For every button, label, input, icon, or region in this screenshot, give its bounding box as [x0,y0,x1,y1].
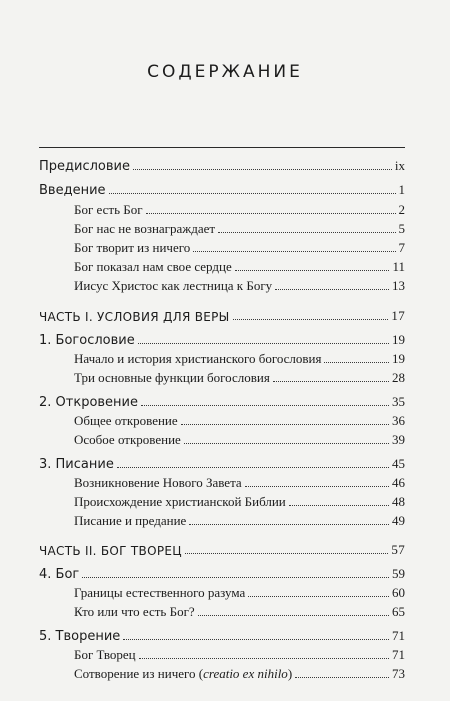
entry-label: ЧАСТЬ II. БОГ ТВОРЕЦ [39,544,182,558]
page-number: 7 [398,240,405,255]
leader-dots [141,404,389,406]
toc-chapter-2[interactable] [39,390,405,410]
page-title: СОДЕРЖАНИЕ [147,62,303,82]
toc-subentry[interactable] [74,600,405,620]
page-number: 45 [392,456,405,471]
toc-subentry[interactable] [74,366,405,386]
page-number: ix [394,158,405,173]
leader-dots [248,595,389,597]
leader-dots [109,192,396,194]
entry-label: Бог Творец [74,647,136,662]
toc-chapter-1[interactable] [39,328,405,348]
entry-label: Границы естественного разума [74,585,246,600]
page-number: 65 [392,604,405,619]
toc-subentry[interactable] [74,490,405,510]
toc-entry-preface[interactable] [39,154,405,174]
toc-subentry[interactable] [74,643,405,663]
leader-dots [82,576,389,578]
toc-subentry[interactable] [74,274,405,294]
entry-label: Иисус Христос как лестница к Богу [74,278,273,293]
leader-dots [123,638,389,640]
page-number: 59 [392,566,405,581]
leader-dots [181,423,389,425]
toc-subentry[interactable] [74,347,405,367]
leader-dots [198,614,389,616]
toc-chapter-4[interactable] [39,562,405,582]
leader-dots [184,442,389,444]
page-number: 73 [392,666,405,681]
leader-dots [139,657,389,659]
label-italic: creatio ex nihilo [203,666,288,681]
page-number: 46 [392,475,405,490]
page-number: 71 [392,647,405,662]
leader-dots [289,504,389,506]
entry-label: Три основные функции богословия [74,370,270,385]
entry-label: Кто или что есть Бог? [74,604,195,619]
entry-label [74,666,292,682]
divider [39,147,405,148]
entry-label: Возникновение Нового Завета [74,475,242,490]
entry-label: 2. Откровение [39,395,139,410]
entry-label: Бог есть Бог [74,202,143,217]
toc-subentry[interactable] [74,255,405,275]
entry-label: Начало и история христианского богословия [74,351,322,366]
entry-label: Общее откровение [74,413,178,428]
page-number: 49 [392,513,405,528]
toc-subentry[interactable] [74,509,405,529]
entry-label: Предисловие [39,159,130,174]
toc-subentry[interactable] [74,662,405,682]
page-number: 60 [392,585,405,600]
leader-dots [117,466,389,468]
toc-subentry[interactable] [74,471,405,491]
page-number: 5 [398,221,405,236]
page-number: 17 [391,308,405,323]
page-number: 11 [392,259,405,274]
page-number: 57 [391,542,405,557]
label-prefix: Сотворение из ничего ( [74,666,204,681]
leader-dots [245,485,389,487]
toc-subentry[interactable] [74,581,405,601]
entry-label: Особое откровение [74,432,181,447]
page-number: 36 [392,413,405,428]
entry-label: Бог нас не вознаграждает [74,221,216,236]
leader-dots [189,523,389,525]
page-number: 35 [392,394,405,409]
page-number: 39 [392,432,405,447]
leader-dots [235,269,390,271]
toc-part-1[interactable] [39,304,405,324]
leader-dots [133,168,392,170]
entry-label: 1. Богословие [39,333,135,348]
leader-dots [324,361,389,363]
entry-label: 3. Писание [39,457,114,472]
leader-dots [233,318,389,320]
entry-label: 5. Творение [39,629,121,644]
entry-label: ЧАСТЬ I. УСЛОВИЯ ДЛЯ ВЕРЫ [39,310,230,324]
entry-label: Писание и предание [74,513,187,528]
page-number: 1 [398,182,405,197]
toc-subentry[interactable] [74,236,405,256]
leader-dots [146,212,396,214]
leader-dots [275,288,389,290]
entry-label: Бог показал нам свое сердце [74,259,232,274]
toc-part-2[interactable] [39,538,405,558]
leader-dots [295,676,389,678]
page-number: 28 [392,370,405,385]
leader-dots [193,250,395,252]
toc-subentry[interactable] [74,409,405,429]
page-number: 48 [392,494,405,509]
toc-subentry[interactable] [74,198,405,218]
leader-dots [185,552,389,554]
toc-entry-intro[interactable] [39,178,405,198]
page-number: 2 [398,202,405,217]
entry-label: Бог творит из ничего [74,240,191,255]
entry-label: Происхождение христианской Библии [74,494,286,509]
label-suffix: ) [287,666,293,681]
toc-chapter-3[interactable] [39,452,405,472]
entry-label: 4. Бог [39,567,80,582]
page-number: 71 [392,628,405,643]
page-number: 19 [392,332,405,347]
page-number: 13 [392,278,405,293]
leader-dots [138,342,389,344]
entry-label: Введение [39,183,106,198]
leader-dots [273,380,389,382]
toc-subentry[interactable] [74,428,405,448]
leader-dots [218,231,395,233]
toc-chapter-5[interactable] [39,624,405,644]
page-number: 19 [392,351,405,366]
toc-subentry[interactable] [74,217,405,237]
